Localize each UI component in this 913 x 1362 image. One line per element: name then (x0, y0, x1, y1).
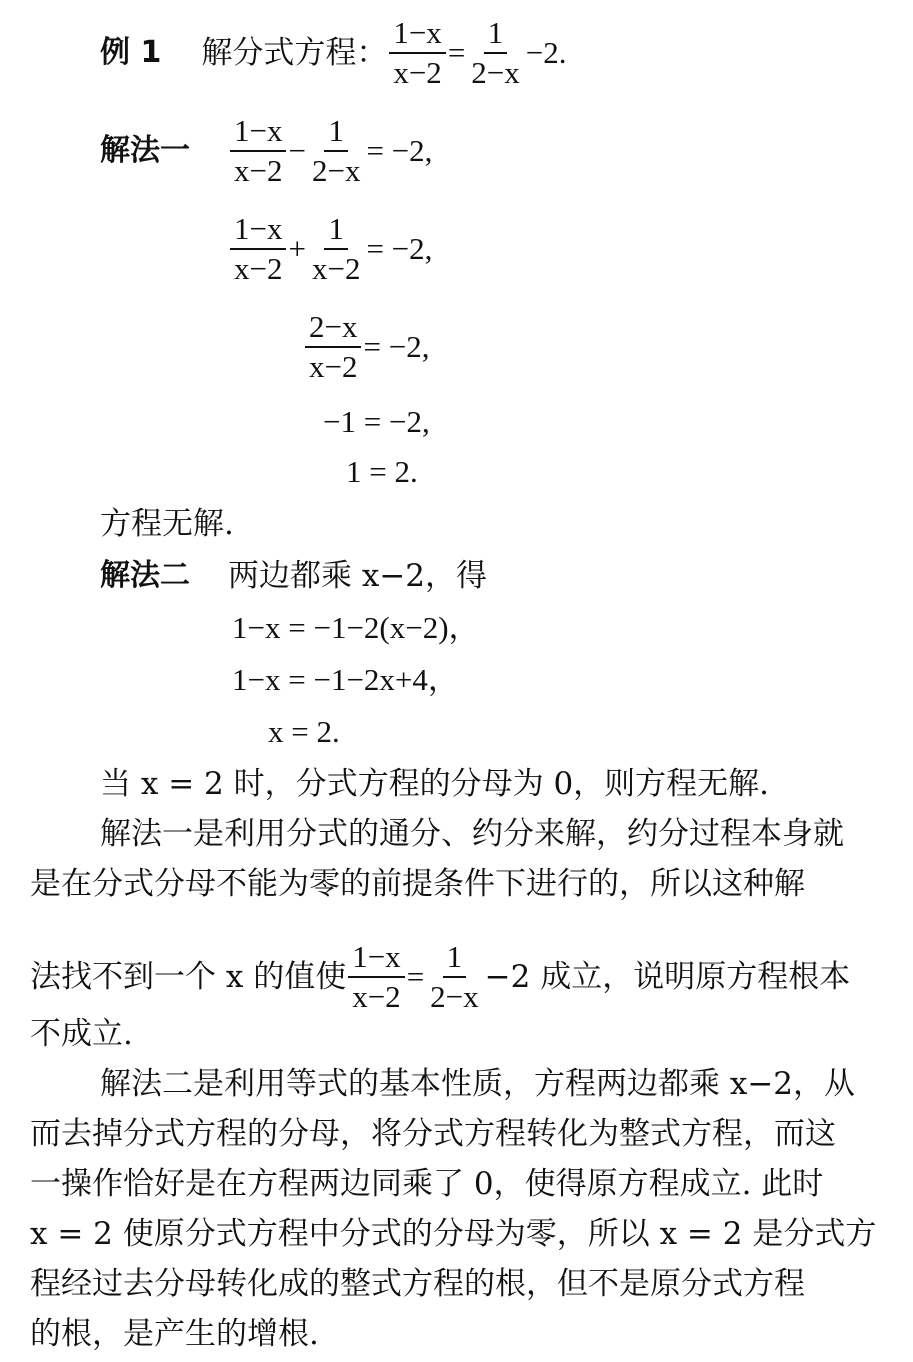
analysis2-line6: 的根，是产生的增根. (30, 1316, 319, 1352)
denominator: x−2 (234, 251, 283, 286)
equation-rest: = −2, (363, 329, 430, 364)
fraction (230, 112, 286, 190)
denominator: x−2 (393, 55, 442, 90)
example-label: 例 1 (100, 35, 162, 70)
fraction (308, 210, 364, 288)
method1-conclusion: 方程无解. (100, 506, 234, 542)
analysis1-line3 (30, 938, 850, 1016)
method2-intro: 两边都乘 x−2，得 (228, 558, 488, 594)
numerator: 2−x (305, 308, 361, 348)
fraction (426, 938, 482, 1016)
analysis2-line1: 解法二是利用等式的基本性质，方程两边都乘 x−2，从 (100, 1066, 856, 1102)
analysis1-line3-pre: 法找不到一个 x 的值使 (30, 959, 347, 995)
fraction (230, 210, 286, 288)
method1-line5: 1 = 2. (346, 454, 418, 489)
fraction (467, 14, 523, 92)
equals-sign: = (447, 35, 466, 70)
denominator: x−2 (234, 153, 283, 188)
numerator: 1 (324, 210, 348, 250)
numerator: 1 (443, 938, 467, 978)
example-line (100, 14, 567, 92)
operator: − (288, 133, 306, 168)
method1-label: 解法一 (100, 133, 190, 168)
fraction (348, 938, 404, 1016)
method2-conclusion: 当 x = 2 时，分式方程的分母为 0，则方程无解. (100, 766, 770, 802)
method1-line4: −1 = −2, (323, 404, 430, 439)
method1-line2 (228, 210, 432, 288)
numerator: 1 (484, 14, 508, 54)
analysis1-line3-post: −2 成立，说明原方程根本 (484, 959, 851, 995)
method2-line1: 1−x = −1−2(x−2)， (232, 610, 480, 645)
equals-sign: = (406, 959, 425, 994)
numerator: 1−x (230, 210, 286, 250)
analysis2-line4: x = 2 使原分式方程中分式的分母为零，所以 x = 2 是分式方 (30, 1216, 877, 1252)
analysis2-line5: 程经过去分母转化成的整式方程的根，但不是原分式方程 (30, 1266, 805, 1302)
analysis1-line2: 是在分式分母不能为零的前提条件下进行的，所以这种解 (30, 866, 805, 902)
denominator: 2−x (311, 153, 361, 188)
equation-tail: −2. (525, 35, 567, 70)
analysis2-line2: 而去掉分式方程的分母，将分式方程转化为整式方程，而这 (30, 1116, 836, 1152)
fraction (305, 308, 361, 386)
numerator: 1−x (348, 938, 404, 978)
denominator: 2−x (471, 55, 520, 90)
method2-intro-line (100, 556, 487, 596)
method2-label: 解法二 (100, 558, 190, 593)
method2-line2: 1−x = −1−2x+4， (232, 662, 459, 697)
example-text: 解分式方程： (201, 35, 388, 71)
fraction (389, 14, 445, 92)
denominator: x−2 (311, 251, 361, 286)
analysis2-line3: 一操作恰好是在方程两边同乘了 0，使得原方程成立. 此时 (30, 1166, 824, 1202)
method1-line3 (303, 308, 429, 386)
method1-line1 (100, 112, 432, 190)
denominator: 2−x (430, 979, 479, 1014)
analysis1-line1: 解法一是利用分式的通分、约分来解，约分过程本身就 (100, 816, 844, 852)
method2-line3: x = 2. (268, 714, 340, 749)
equation-rest: = −2, (366, 133, 433, 168)
numerator: 1−x (389, 14, 445, 54)
fraction (308, 112, 364, 190)
denominator: x−2 (352, 979, 401, 1014)
numerator: 1 (324, 112, 348, 152)
numerator: 1−x (230, 112, 286, 152)
analysis1-line4: 不成立. (30, 1016, 133, 1052)
operator: + (288, 231, 306, 266)
equation-rest: = −2, (366, 231, 433, 266)
denominator: x−2 (309, 349, 358, 384)
